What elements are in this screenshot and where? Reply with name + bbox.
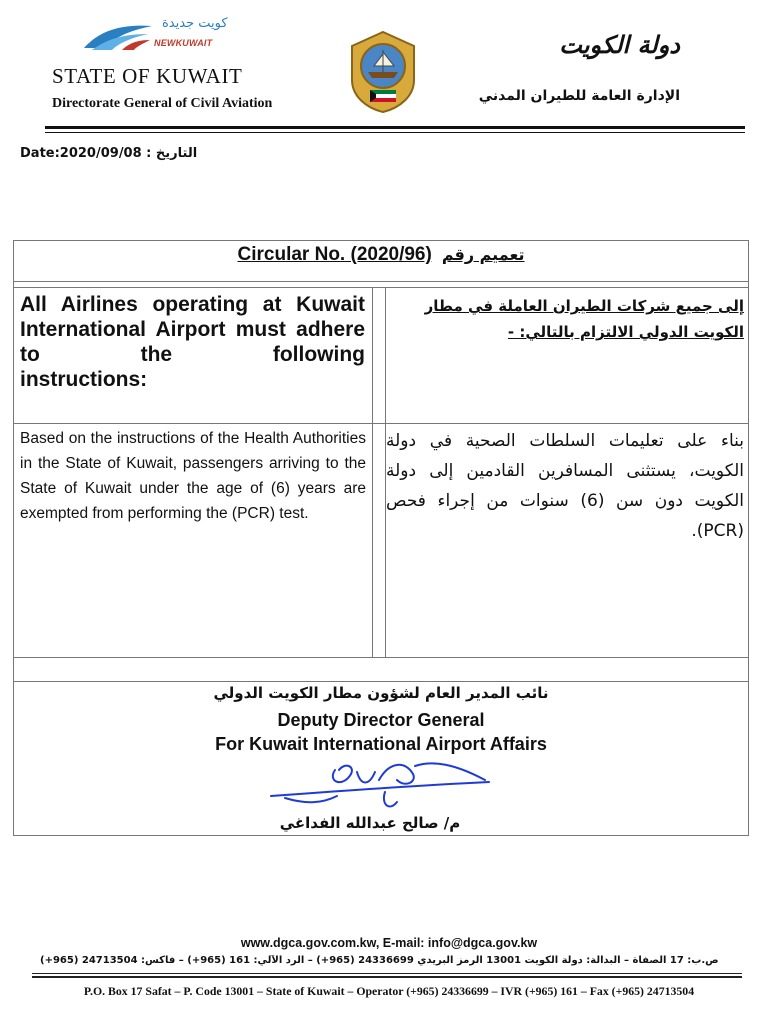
dgca-title-ar: الإدارة العامة للطيران المدني bbox=[478, 88, 680, 104]
table-row-divider bbox=[14, 657, 748, 658]
footer-po-box: P.O. Box 17 Safat – P. Code 13001 – State of Kuwait – Operator (+965) 24336699 – IVR (+965) 161 – Fax (+965) 24713504 bbox=[83, 984, 695, 998]
logo-latin-text: NEWKUWAIT bbox=[154, 38, 213, 48]
signatory-subtitle-en: For Kuwait International Airport Affairs bbox=[215, 734, 547, 754]
circular-title bbox=[13, 244, 749, 266]
signatory-title-ar: نائب المدير العام لشؤون مطار الكويت الدولي bbox=[213, 684, 549, 702]
table-row-divider bbox=[14, 423, 748, 424]
circular-title-en: Circular No. (2020/96) bbox=[237, 244, 432, 265]
state-title-en: STATE OF KUWAIT bbox=[52, 64, 243, 88]
instruction-heading-en-last: instructions: bbox=[20, 368, 148, 391]
signatory-name-ar: م/ صالح عبدالله الفداغي bbox=[279, 814, 461, 832]
footer-divider-thick bbox=[32, 976, 742, 978]
table-row-divider bbox=[14, 287, 748, 288]
newkuwait-logo bbox=[82, 16, 242, 56]
instruction-heading-en-text: All Airlines operating at Kuwait International Airport must adhere to the following bbox=[20, 293, 365, 366]
header-divider-thin bbox=[45, 132, 745, 133]
table-column-divider bbox=[372, 287, 373, 657]
signatory-title-en: Deputy Director General bbox=[277, 710, 485, 730]
instruction-heading-ar: إلى جميع شركات الطيران العاملة في مطار الكويت الدولي الالتزام بالتالي: - bbox=[424, 297, 744, 341]
instruction-body-ar: بناء على تعليمات السلطات الصحية في دولة الكويت، يستثنى المسافرين القادمين إلى دولة الكويت دون سن (6) سنوات من إجراء فحص (PCR). bbox=[386, 431, 745, 541]
table-row-divider bbox=[14, 281, 748, 282]
circular-title-ar: تعميم رقم bbox=[441, 245, 525, 264]
footer-contact-ar: ص.ب: 17 الصفاة – البدالة: دولة الكويت 13001 الرمز البريدي 24336699 (965+) – الرد الآلي: 161 (965+) – فاكس: 24713504 (965+) bbox=[40, 955, 719, 966]
footer-divider bbox=[32, 973, 742, 974]
instruction-heading-en bbox=[20, 292, 365, 392]
table-row-divider bbox=[14, 681, 748, 682]
instruction-body-en: Based on the instructions of the Health Authorities in the State of Kuwait, passengers arriving to the State of Kuwait under the age of (6) years are exempted from performing the (PCR) test. bbox=[20, 430, 366, 522]
newkuwait-wing-icon bbox=[82, 22, 154, 52]
dgca-title-en: Directorate General of Civil Aviation bbox=[52, 96, 273, 111]
header-divider bbox=[45, 126, 745, 129]
logo-arabic-text: كويت جديدة bbox=[162, 16, 228, 31]
state-title-ar: دولة الكويت bbox=[559, 30, 680, 59]
footer-web-email: www.dgca.gov.com.kw, E-mail: info@dgca.gov.kw bbox=[240, 936, 538, 950]
date-line: Date:2020/09/08 : التاريخ bbox=[20, 146, 198, 161]
kuwait-emblem-icon bbox=[344, 28, 422, 114]
